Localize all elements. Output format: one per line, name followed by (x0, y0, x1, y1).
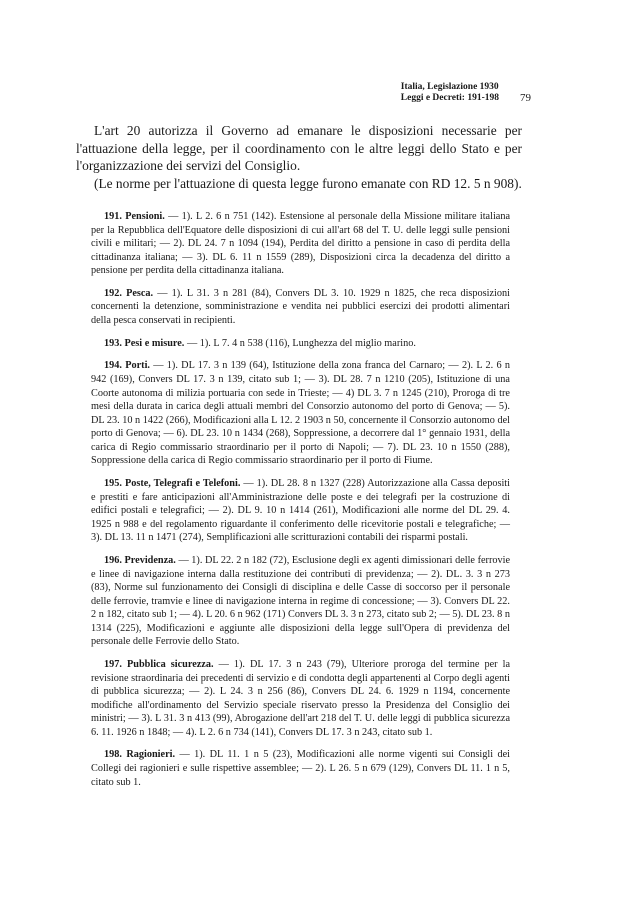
entry-heading: Ragionieri. (126, 749, 176, 761)
entry-number: 196. (104, 554, 122, 566)
entry-text: — 1). L 2. 6 n 751 (142). Estensione al personale della Missione militare italiana per la Repubblica dell'Equatore delle disposizioni di cui all'art 68 del T. U. delle leggi sulle pensioni civili e militari; — 2). DL 24. 7 n 1094 (194), Perdita del diritto a pensione in caso di perdita della cittadinanza italiana; — 3). DL 6. 11 n 1559 (289), Disposizioni circa la decadenza del diritto a pensione per perdita della cittadinanza italiana. (91, 211, 511, 277)
entries-list (91, 210, 510, 798)
entry-heading: Pesi e misure. (124, 337, 185, 349)
entry-number: 192. (104, 287, 122, 299)
entry-193 (91, 337, 510, 351)
entry-heading: Pensioni. (125, 211, 165, 222)
running-head-title: Italia, Legislazione 1930 (400, 82, 499, 92)
running-head (401, 82, 499, 104)
entry-195 (91, 477, 510, 545)
entry-197 (91, 658, 510, 739)
entry-text: — 1). DL 17. 3 n 243 (79), Ulteriore proroga del termine per la revisione straordinaria dei precedenti di servizio e di condotta degli appartenenti al Corpo degli agenti di pubblica sicurezza; — 2). L 24. 3 n 256 (86), Convers DL 24. 6. 1929 n 1194, concernente modifiche all'ordinamento del Servizio speciale riservato presso la Presidenza del Consiglio dei ministri; — 3). L 31. 3 n 413 (99), Abrogazione dell'art 218 del T. U. delle leggi di pubblica sicurezza 6. 11. 1926 n 1848; — 4). L 2. 6 n 734 (141), Convers DL 17. 3 n 243, citato sub 1. (91, 658, 510, 738)
entry-194 (91, 359, 510, 467)
entry-192 (91, 287, 510, 328)
entry-191 (91, 210, 510, 278)
entry-text: — 1). DL 28. 8 n 1327 (228) Autorizzazione alla Cassa depositi e prestiti e fare anticipazioni all'Amministrazione delle poste e dei telegrafi per la costruzione di edifici postali e telegrafici; — 2). DL 9. 10 n 1414 (261), Modificazioni alle norme del DL 29. 4. 1925 n 988 e del regolamento riguardante il conferimento delle ricevitorie postali e telegrafiche; — 3). DL 13. 11 n 1471 (274), Semplificazioni alle scritturazioni contabili dei risparmi postali. (91, 478, 510, 544)
entry-heading: Porti. (125, 360, 150, 372)
intro-note: (Le norme per l'attuazione di questa legge furono emanate con RD 12. 5 n 908). (94, 175, 522, 191)
page-number: 79 (520, 92, 531, 104)
running-head-subtitle: Leggi e Decreti: 191-198 (400, 93, 499, 103)
entry-text: — 1). L 7. 4 n 538 (116), Lunghezza del miglio marino. (184, 337, 416, 349)
entry-number: 198. (104, 749, 122, 761)
entry-198 (91, 748, 510, 789)
entry-number: 194. (104, 360, 122, 372)
entry-text: — 1). DL 22. 2 n 182 (72), Esclusione degli ex agenti dimissionari delle ferrovie e linee di navigazione interna dalla restituzione dei contributi di previdenza; — 2). DL. 3. 3 n 273 (83), Norme sul funzionamento dei Consigli di disciplina e delle Casse di soccorso per il personale delle ferrovie, tramvie e linee di navigazione interna in regime di concessione; — 3). Convers DL 22. 2 n 182, citato sub 1; — 4). L 20. 6 n 962 (171) Convers DL 3. 3 n 273, citato sub 2; — 5). DL 23. 8 n 1314 (225), Modificazioni e aggiunte alle disposizioni della legge sull'Opera di previdenza del personale delle Ferrovie dello Stato. (91, 554, 511, 648)
entry-text: — 1). L 31. 3 n 281 (84), Convers DL 3. 10. 1929 n 1825, che reca disposizioni concernenti la detenzione, somministrazione e vendita nei pubblici esercizi dei prodotti alimentari della pesca conservati in recipienti. (91, 287, 510, 327)
entry-number: 195. (104, 478, 122, 490)
intro-section (76, 122, 522, 192)
entry-text: — 1). DL 17. 3 n 139 (64), Istituzione della zona franca del Carnaro; — 2). L 2. 6 n 942 (169), Convers DL 17. 3 n 139, citato sub 1; — 3). DL 28. 7 n 1210 (205), Istituzione di una Coorte autonoma di milizia portuaria con sede in Trieste; — 4) DL 3. 7 n 1245 (210), Proroga di tre mesi della durata in carica degli attuali membri del Consorzio autonomo del porto di Genova; — 5). DL 23. 10 n 1422 (266), Modificazioni alla L 12. 2 1903 n 50, concernente il Consorzio autonomo del porto di Genova; — 6). DL 23. 10 n 1434 (268), Soppressione, a decorrere dal 1° gennaio 1931, della carica di Regio commissario straordinario per il porto di Napoli; — 7). DL 23. 10 n 1550 (288), Soppressione della carica di Regio commissario straordinario per il porto di Fiume. (91, 360, 510, 467)
intro-paragraph: L'art 20 autorizza il Governo ad emanare le disposizioni necessarie per l'attuazione della legge, per il coordinamento con le altre leggi dello Stato e per l'organizzazione dei servizi del Consiglio. (76, 123, 522, 174)
entry-heading: Previdenza. (124, 554, 176, 566)
entry-number: 193. (104, 337, 122, 349)
entry-heading: Pubblica sicurezza. (126, 658, 214, 670)
entry-number: 191. (104, 211, 122, 222)
entry-heading: Poste, Telegrafi e Telefoni. (124, 478, 241, 490)
entry-heading: Pesca. (126, 287, 154, 299)
entry-text: — 1). DL 11. 1 n 5 (23), Modificazioni alle norme vigenti sui Consigli dei Collegi dei ragionieri e sulle rispettive assemblee; — 2). L 26. 5 n 679 (129), Convers DL 11. 1 n 5, citato sub 1. (91, 749, 511, 788)
entry-number: 197. (104, 658, 122, 670)
entry-196 (91, 554, 510, 649)
